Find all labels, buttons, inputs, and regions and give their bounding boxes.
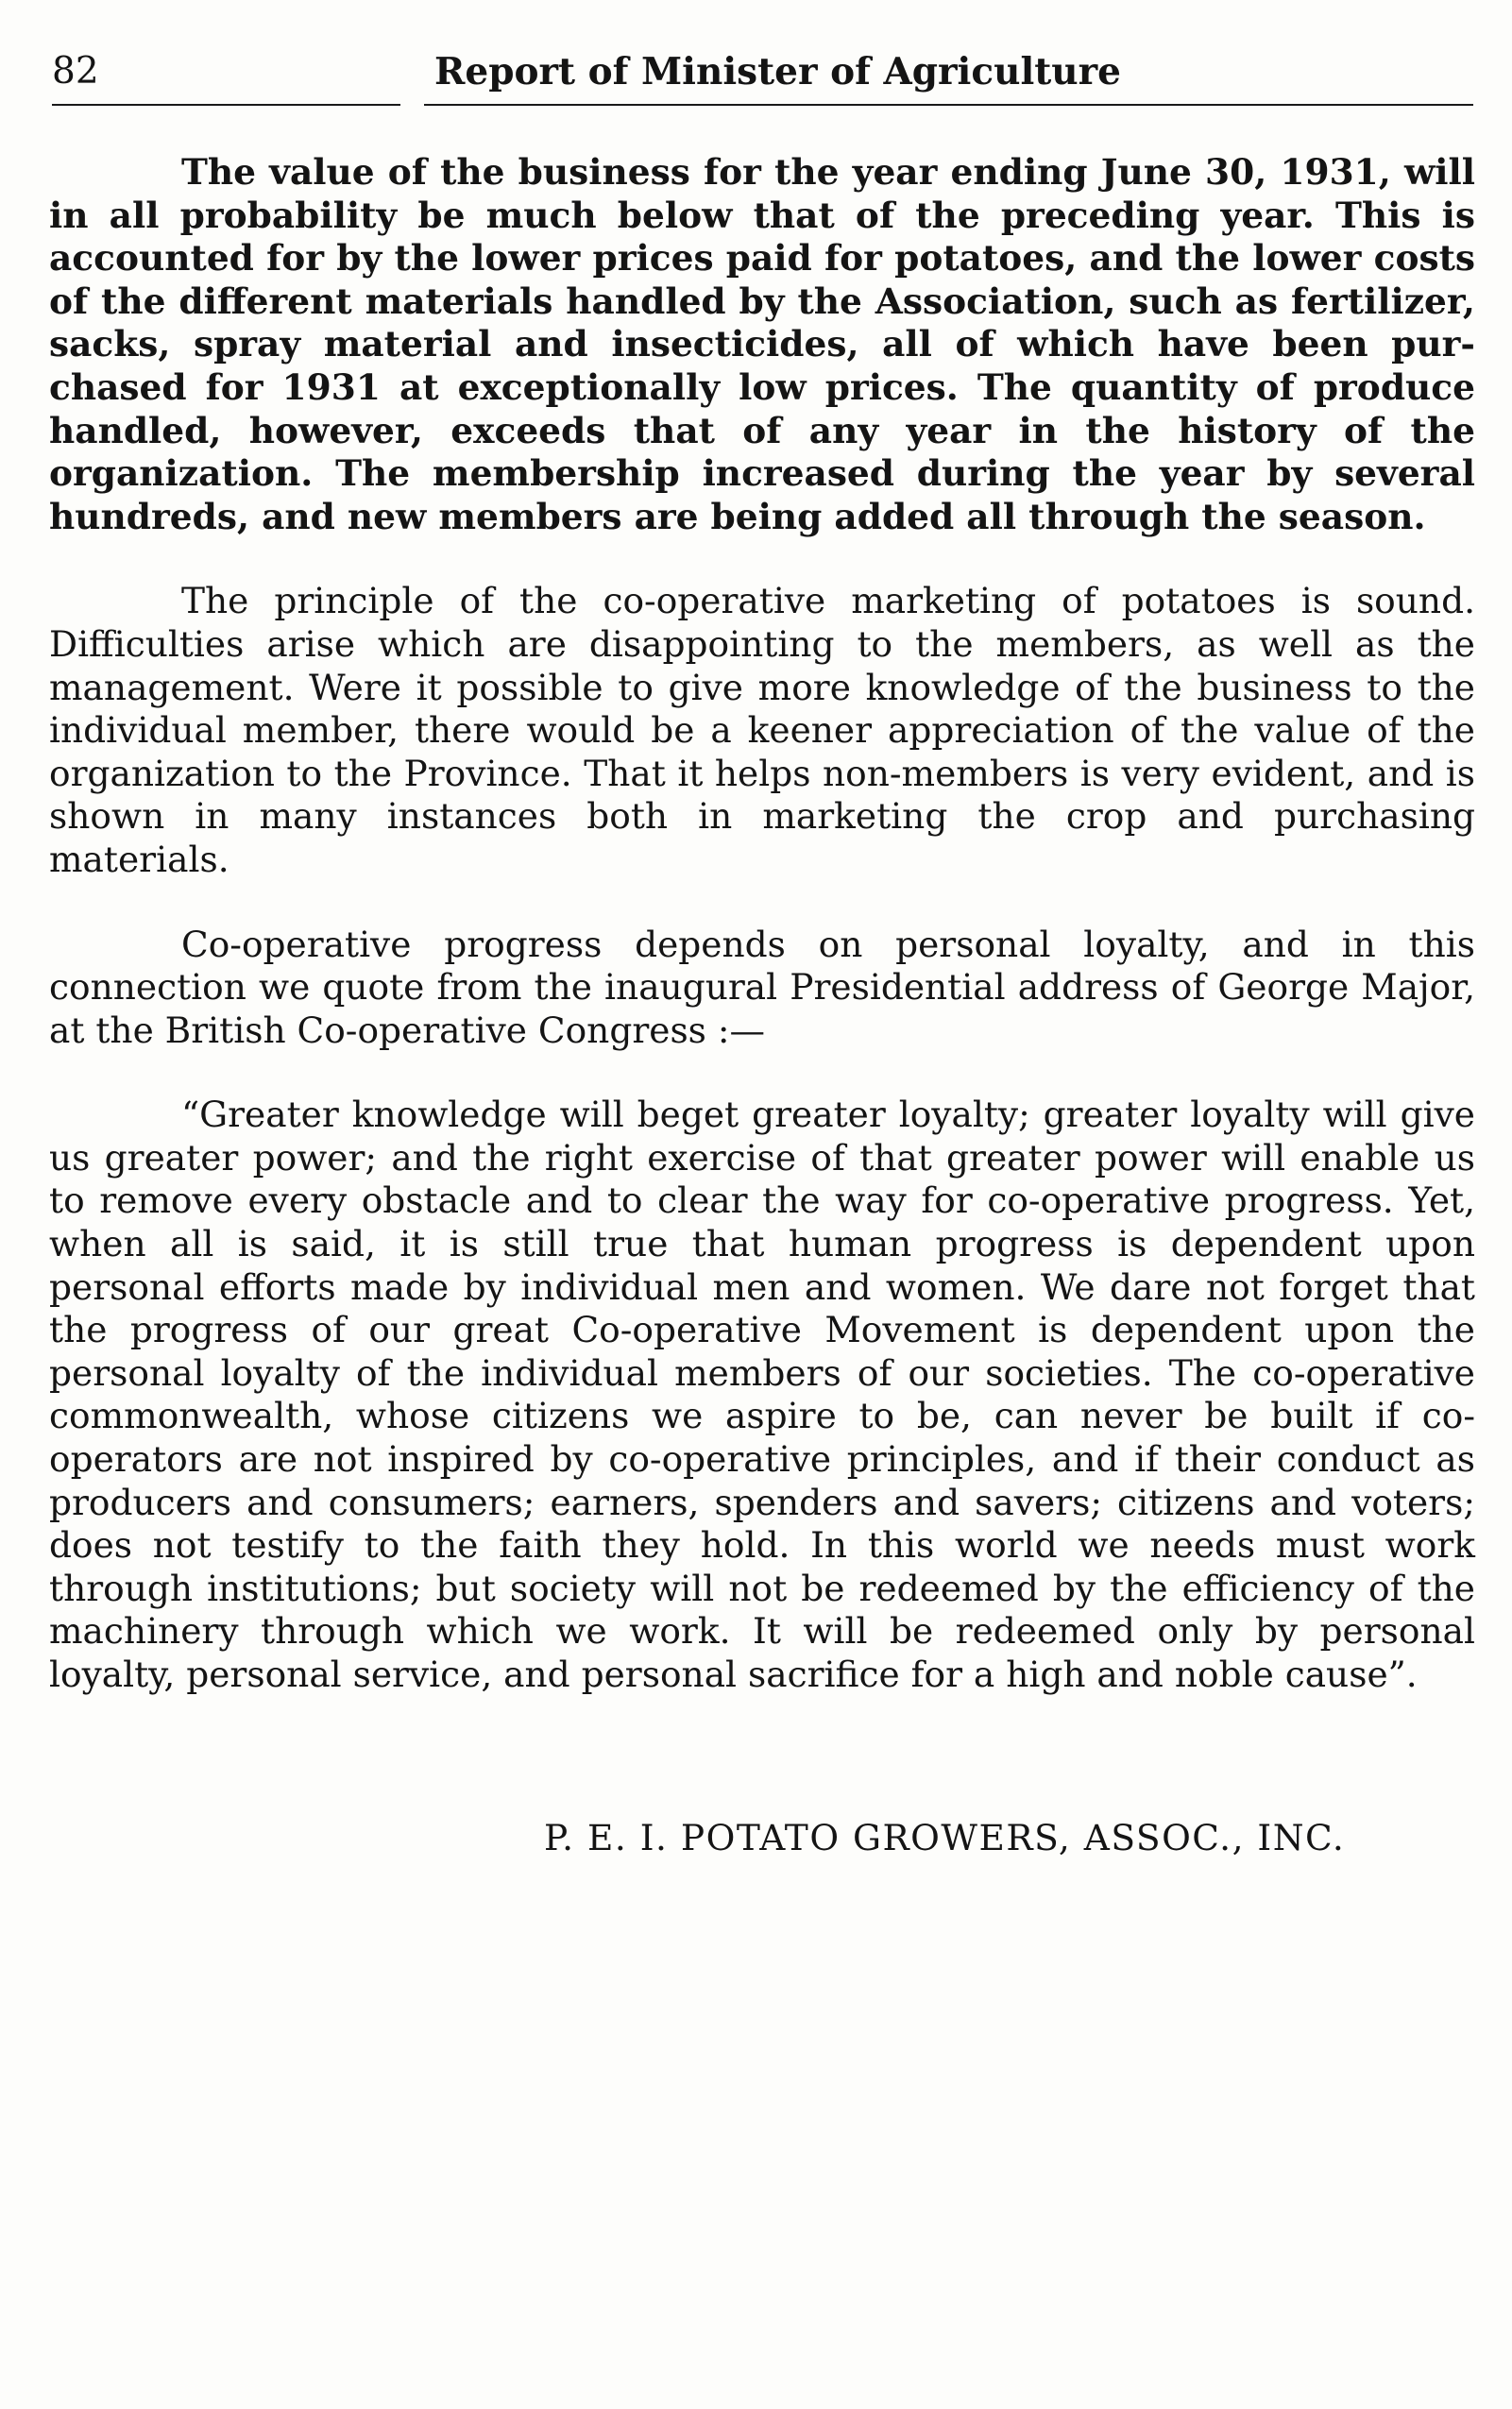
paragraph-cooperative-progress: Co-operative progress depends on personal loyalty, and in this connection we quote from the inaugural Presidential address of George Major, at the British Co-operative Congress :— — [49, 923, 1475, 1051]
header-rule-left — [52, 104, 400, 106]
paragraph-business-value: The value of the business for the year ending June 30, 1931, will in all probability be much below that of the preceding year. This is accounted for by the lower prices paid for potatoes, and the lower costs of the different materials handled by the Association, such as fertilizer, sacks, spray material and insecticides, all of which have been purchased for 1931 at exceptionally low prices. The quantity of produce handled, however, exceeds that of any year in the history of the organization. The membership increased during the year by several hundreds, and new members are being added all through the season. — [49, 151, 1475, 537]
page-number: 82 — [52, 50, 99, 93]
signature: P. E. I. POTATO GROWERS, ASSOC., INC. — [544, 1817, 1346, 1858]
paragraph-quotation: “Greater knowledge will beget greater loyalty; greater loyalty will give us greater power; and the right exercise of that greater power will enable us to remove every obstacle and to clear the way for co-operative progress. Yet, when all is said, it is still true that human progress is dependent upon personal efforts made by individual men and women. We dare not forget that the progress of our great Co-operative Movement is dependent upon the personal loyalty of the individual members of our societies. The co-operative commonwealth, whose citizens we aspire to be, can never be built if co-operators are not inspired by co-operative principles, and if their conduct as producers and consumers; earners, spenders and savers; citizens and voters; does not testify to the faith they hold. In this world we needs must work through institutions; but society will not be redeemed by the efficiency of the machinery through which we work. It will be redeemed only by personal loyalty, personal service, and personal sacrifice for a high and noble cause”. — [49, 1094, 1475, 1695]
running-title: Report of Minister of Agriculture — [434, 50, 1121, 93]
header-rule-right — [424, 104, 1473, 106]
body-text — [49, 151, 1475, 1697]
paragraph-cooperative-principle: The principle of the co-operative marketing of potatoes is sound. Difficulties arise which are disappointing to the members, as well as the management. Were it possible to give more knowledge of the business to the individual member, there would be a keener appreciation of the value of the organization to the Province. That it helps non-members is very evident, and is shown in many instances both in marketing the crop and purchasing materials. — [49, 580, 1475, 880]
page-header — [52, 49, 1473, 106]
